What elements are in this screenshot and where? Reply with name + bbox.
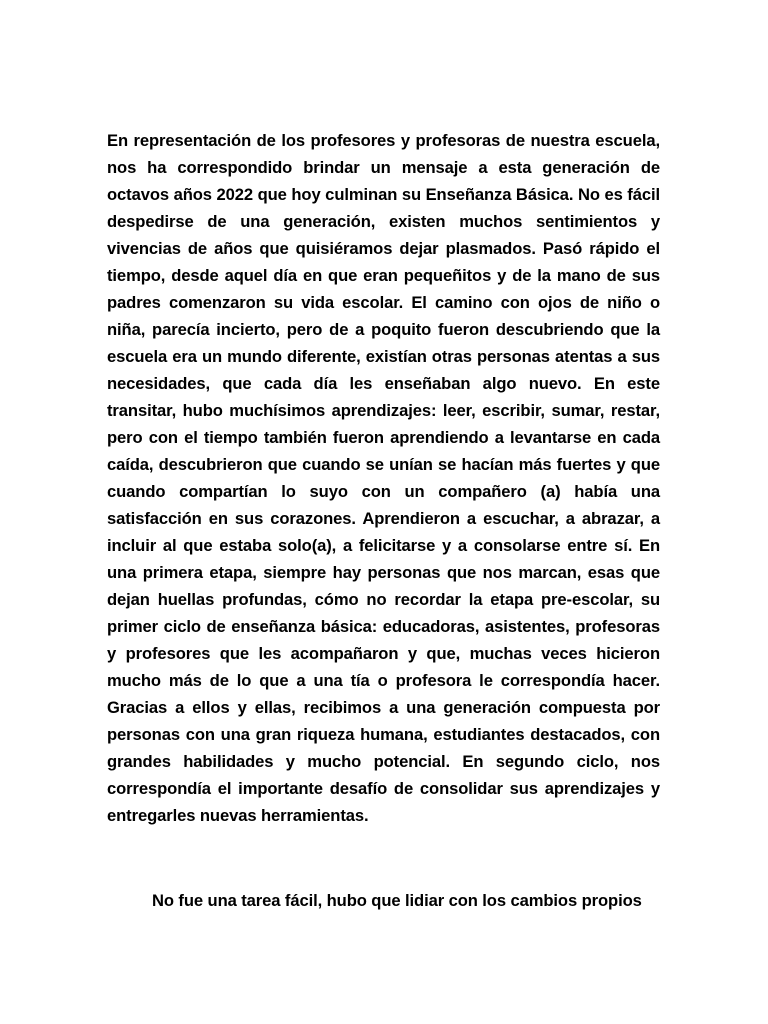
paragraph-1: En representación de los profesores y profesoras de nuestra escuela, nos ha correspondido brindar un mensaje a esta generación de octavos años 2022 que hoy culminan su Enseñanza Básica. No es fácil despedirse de una generación, existen muchos sentimientos y vivencias de años que quisiéramos dejar plasmados. Pasó rápido el tiempo, desde aquel día en que eran pequeñitos y de la mano de sus padres comenzaron su vida escolar. El camino con ojos de niño o niña, parecía incierto, pero de a poquito fueron descubriendo que la escuela era un mundo diferente, existían otras personas atentas a sus necesidades, que cada día les enseñaban algo nuevo. En este transitar, hubo muchísimos aprendizajes: leer, escribir, sumar, restar, pero con el tiempo también fueron aprendiendo a levantarse en cada caída, descubrieron que cuando se unían se hacían más fuertes y que cuando compartían lo suyo con un compañero (a) había una satisfacción en sus corazones. Aprendieron a escuchar, a abrazar, a incluir al que estaba solo(a), a felicitarse y a consolarse entre sí. En una primera etapa, siempre hay personas que nos marcan, esas que dejan huellas profundas, cómo no recordar la etapa pre-escolar, su primer ciclo de enseñanza básica: educadoras, asistentes, profesoras y profesores que les acompañaron y que, muchas veces hicieron mucho más de lo que a una tía o profesora le correspondía hacer. Gracias a ellos y ellas, recibimos a una generación compuesta por personas con una gran riqueza humana, estudiantes destacados, con grandes habilidades y mucho potencial. En segundo ciclo, nos correspondía el importante desafío de consolidar sus aprendizajes y entregarles nuevas herramientas. [107, 131, 660, 825]
paragraph-2: No fue una tarea fácil, hubo que lidiar con los cambios propios [152, 891, 642, 910]
document-page [107, 127, 660, 914]
